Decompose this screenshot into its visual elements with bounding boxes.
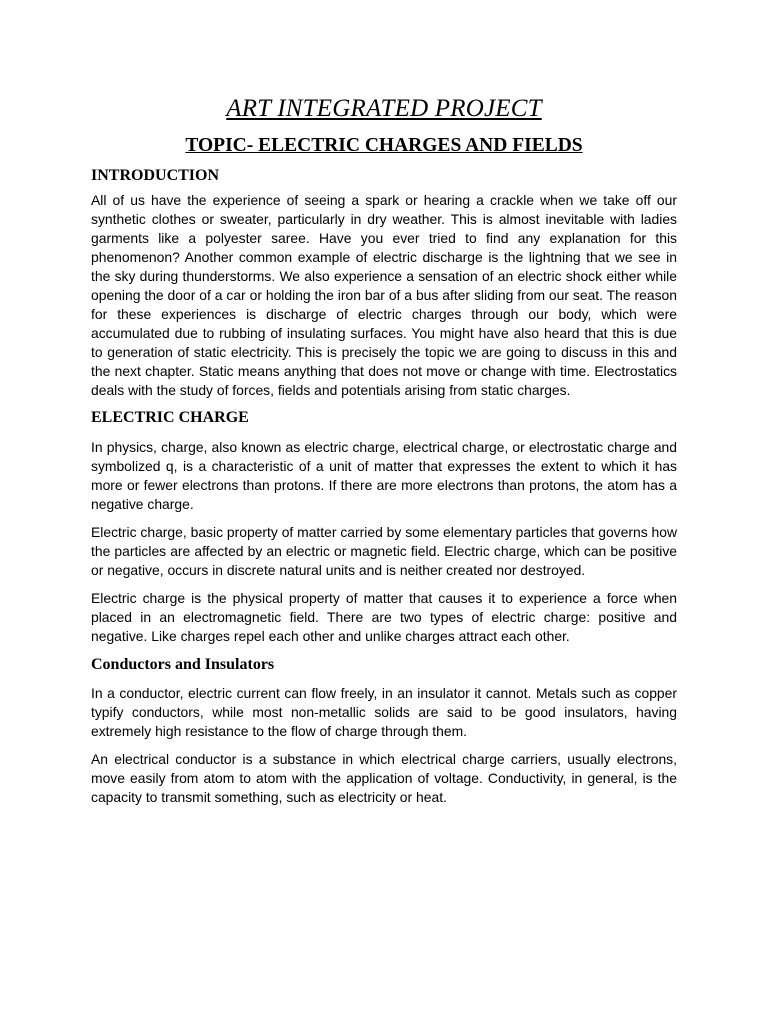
section-heading-electric-charge: ELECTRIC CHARGE [91,409,249,426]
section-heading-conductors-insulators: Conductors and Insulators [91,656,275,673]
document-topic: TOPIC- ELECTRIC CHARGES AND FIELDS [185,135,583,156]
document-title: ART INTEGRATED PROJECT [226,95,542,122]
paragraph-conductors-2: An electrical conductor is a substance in which electrical charge carriers, usually electrons, move easily from atom to atom with the application of voltage. Conductivity, in general, is the capacity to transmit something, such as electricity or heat. [91,751,677,805]
paragraph-conductors-1: In a conductor, electric current can flow freely, in an insulator it cannot. Metals such as copper typify conductors, while most non-metallic solids are said to be good insulators, having extremely high resistance to the flow of charge through them. [91,685,677,739]
paragraph-electric-charge-2: Electric charge, basic property of matter carried by some elementary particles that governs how the particles are affected by an electric or magnetic field. Electric charge, which can be positive or negative, occurs in discrete natural units and is neither created nor destroyed. [91,524,677,578]
paragraph-electric-charge-3: Electric charge is the physical property of matter that causes it to experience a force when placed in an electromagnetic field. There are two types of electric charge: positive and negative. Like charges repel each other and unlike charges attract each other. [91,590,677,644]
paragraph-introduction: All of us have the experience of seeing a spark or hearing a crackle when we take off our synthetic clothes or sweater, particularly in dry weather. This is almost inevitable with ladies garments like a polyester saree. Have you ever tried to find any explanation for this phenomenon? Another common example of electric discharge is the lightning that we see in the sky during thunderstorms. We also experience a sensation of an electric shock either while opening the door of a car or holding the iron bar of a bus after sliding from our seat. The reason for these experiences is discharge of electric charges through our body, which were accumulated due to rubbing of insulating surfaces. You might have also heard that this is due to generation of static electricity. This is precisely the topic we are going to discuss in this and the next chapter. Static means anything that does not move or change with time. Electrostatics deals with the study of forces, fields and potentials arising from static charges. [91,192,677,398]
section-heading-introduction: INTRODUCTION [91,167,220,184]
paragraph-electric-charge-1: In physics, charge, also known as electric charge, electrical charge, or electrostatic charge and symbolized q, is a characteristic of a unit of matter that expresses the extent to which it has more or fewer electrons than protons. If there are more electrons than protons, the atom has a negative charge. [91,439,677,512]
